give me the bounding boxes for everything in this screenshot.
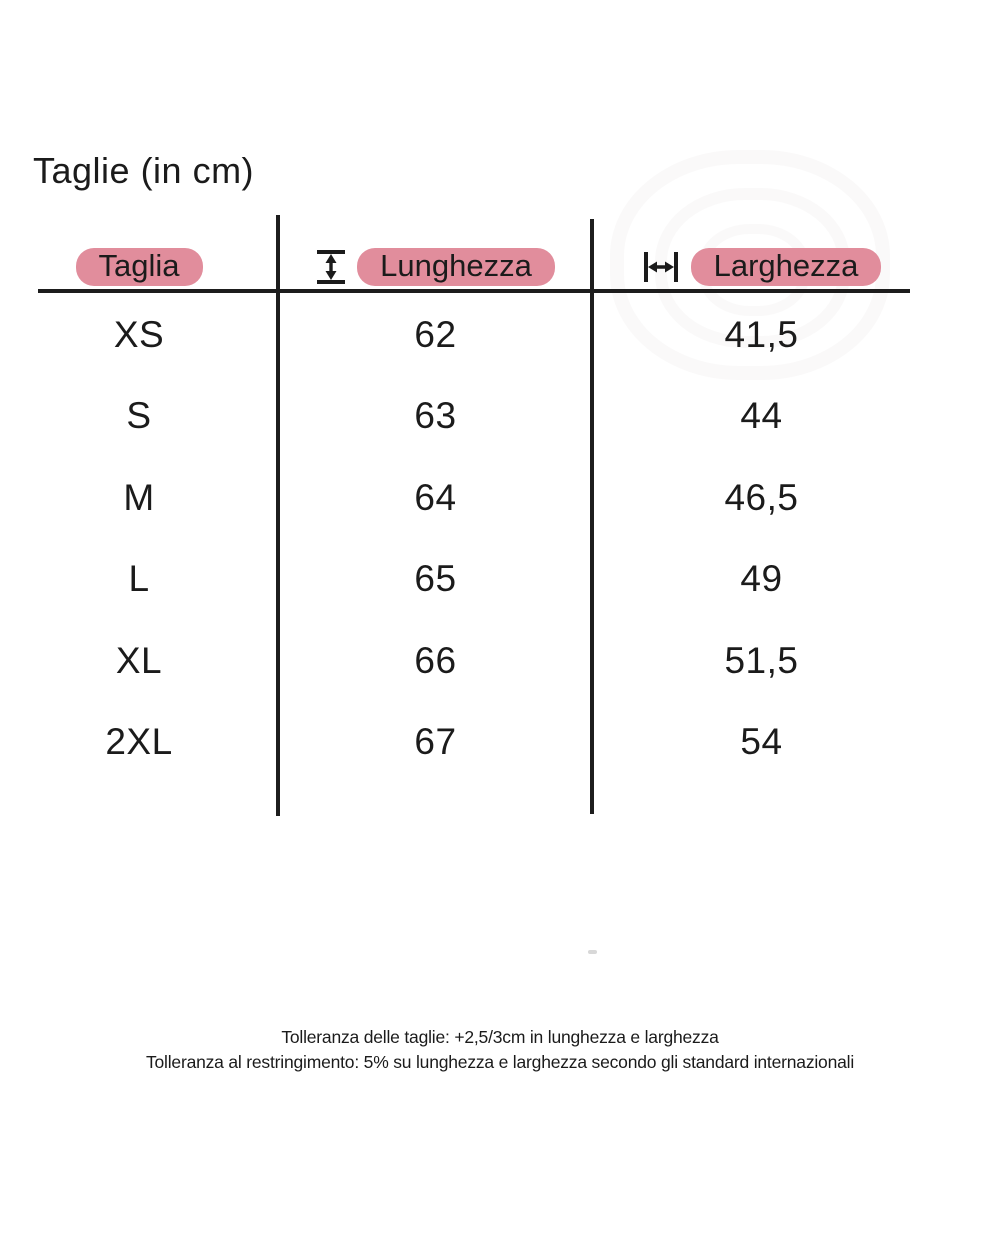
size-cell: S	[126, 395, 152, 437]
tolerance-footnote	[0, 1025, 1000, 1074]
table-body	[0, 294, 930, 783]
width-cell: 54	[740, 721, 783, 763]
width-cell: 46,5	[724, 476, 799, 518]
width-header-highlight: Larghezza	[691, 248, 882, 286]
vertical-measure-icon	[316, 248, 346, 286]
tolerance-line-1: Tolleranza delle taglie: +2,5/3cm in lunghezza e larghezza	[281, 1027, 719, 1047]
length-cell: 65	[414, 558, 457, 600]
header-underline	[38, 289, 910, 293]
length-cell: 64	[414, 476, 457, 518]
width-cell: 49	[740, 558, 783, 600]
table-header-row	[0, 246, 930, 288]
size-header-highlight: Taglia	[76, 248, 203, 286]
length-cell: 66	[414, 639, 457, 681]
length-cell: 62	[414, 313, 457, 355]
scan-artifact-speck	[588, 950, 597, 954]
size-cell: 2XL	[105, 721, 173, 763]
width-cell: 51,5	[724, 639, 799, 681]
table-row	[0, 294, 930, 376]
width-cell: 44	[740, 395, 783, 437]
table-row	[0, 376, 930, 458]
page-title: Taglie (in cm)	[33, 150, 255, 191]
column-header-width	[593, 246, 930, 288]
width-cell: 41,5	[724, 313, 799, 355]
length-cell: 63	[414, 395, 457, 437]
column-header-length	[278, 246, 593, 288]
table-row	[0, 457, 930, 539]
horizontal-measure-icon	[642, 250, 680, 284]
table-row	[0, 539, 930, 621]
size-cell: XL	[115, 639, 163, 681]
tolerance-line-2: Tolleranza al restringimento: 5% su lunghezza e larghezza secondo gli standard internazionali	[145, 1051, 855, 1072]
length-cell: 67	[414, 721, 457, 763]
table-row	[0, 620, 930, 702]
size-cell: L	[128, 558, 150, 600]
column-header-size	[0, 246, 278, 288]
length-header-highlight: Lunghezza	[357, 248, 555, 286]
table-row	[0, 702, 930, 784]
size-cell: M	[123, 476, 155, 518]
size-cell: XS	[113, 313, 165, 355]
